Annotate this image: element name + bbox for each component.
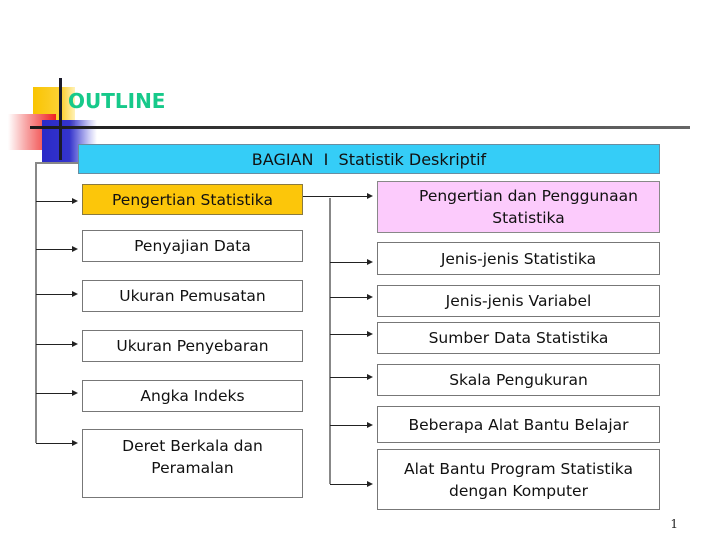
subtopic-label: Jenis-jenis Variabel — [445, 292, 592, 310]
arrow-to-subtopic-4 — [330, 334, 371, 335]
arrow-to-subtopic-7 — [330, 484, 371, 485]
subtopic-label: Jenis-jenis Statistika — [440, 249, 597, 268]
topic-label: Ukuran Penyebaran — [116, 337, 269, 355]
arrow-left-3 — [36, 294, 76, 295]
subtopic-label: Pengertian dan Penggunaan Statistika — [419, 187, 638, 227]
arrow-to-subtopic-3 — [330, 297, 371, 298]
topic-label: Pengertian Statistika — [112, 190, 273, 209]
topic-label: Angka Indeks — [140, 387, 245, 405]
subtopic-label: Skala Pengukuran — [449, 371, 588, 389]
topic-angka-indeks[interactable] — [82, 380, 303, 412]
arrow-to-subtopic-6 — [330, 425, 371, 426]
topic-ukuran-pemusatan[interactable] — [82, 280, 303, 312]
subtopic-label: Sumber Data Statistika — [428, 329, 609, 347]
topic-label: Ukuran Pemusatan — [119, 287, 266, 305]
topic-ukuran-penyebaran[interactable] — [82, 330, 303, 362]
subtopic-skala-pengukuran[interactable] — [377, 364, 660, 396]
left-connector-top — [36, 162, 78, 164]
section-header — [78, 144, 660, 174]
arrow-to-subtopic-5 — [330, 377, 371, 378]
subtopic-program-komputer[interactable] — [377, 449, 660, 510]
logo-vertical-line — [59, 78, 62, 160]
subtopic-sumber-data[interactable] — [377, 322, 660, 354]
left-connector-vertical — [35, 162, 37, 443]
topic-deret-berkala[interactable] — [82, 429, 303, 498]
subtopic-label: Beberapa Alat Bantu Belajar — [408, 415, 629, 434]
subtopic-jenis-statistika[interactable] — [377, 242, 660, 275]
subtopic-alat-bantu-belajar[interactable] — [377, 406, 660, 443]
topic-label: Deret Berkala dan Peramalan — [122, 436, 263, 477]
subtopic-connector-vertical — [329, 198, 331, 484]
slide-title: OUTLINE — [68, 89, 166, 113]
arrow-left-5 — [36, 393, 76, 394]
page-number: 1 — [670, 517, 678, 531]
topic-penyajian-data[interactable] — [82, 230, 303, 262]
topic-label: Penyajian Data — [134, 237, 251, 255]
arrow-to-subtopic-2 — [330, 262, 371, 263]
subtopic-label: Alat Bantu Program Statistika dengan Komputer — [404, 459, 633, 500]
section-header-label: BAGIAN I Statistik Deskriptif — [251, 149, 487, 169]
arrow-left-2 — [36, 249, 76, 250]
subtopic-jenis-variabel[interactable] — [377, 285, 660, 317]
arrow-left-4 — [36, 344, 76, 345]
arrow-to-subtopic-1 — [303, 196, 371, 197]
arrow-left-6 — [36, 443, 76, 444]
arrow-left-1 — [36, 201, 76, 202]
title-underline-divider — [30, 126, 690, 129]
topic-pengertian-statistika[interactable] — [82, 184, 303, 215]
subtopic-pengertian-penggunaan[interactable] — [377, 181, 660, 233]
